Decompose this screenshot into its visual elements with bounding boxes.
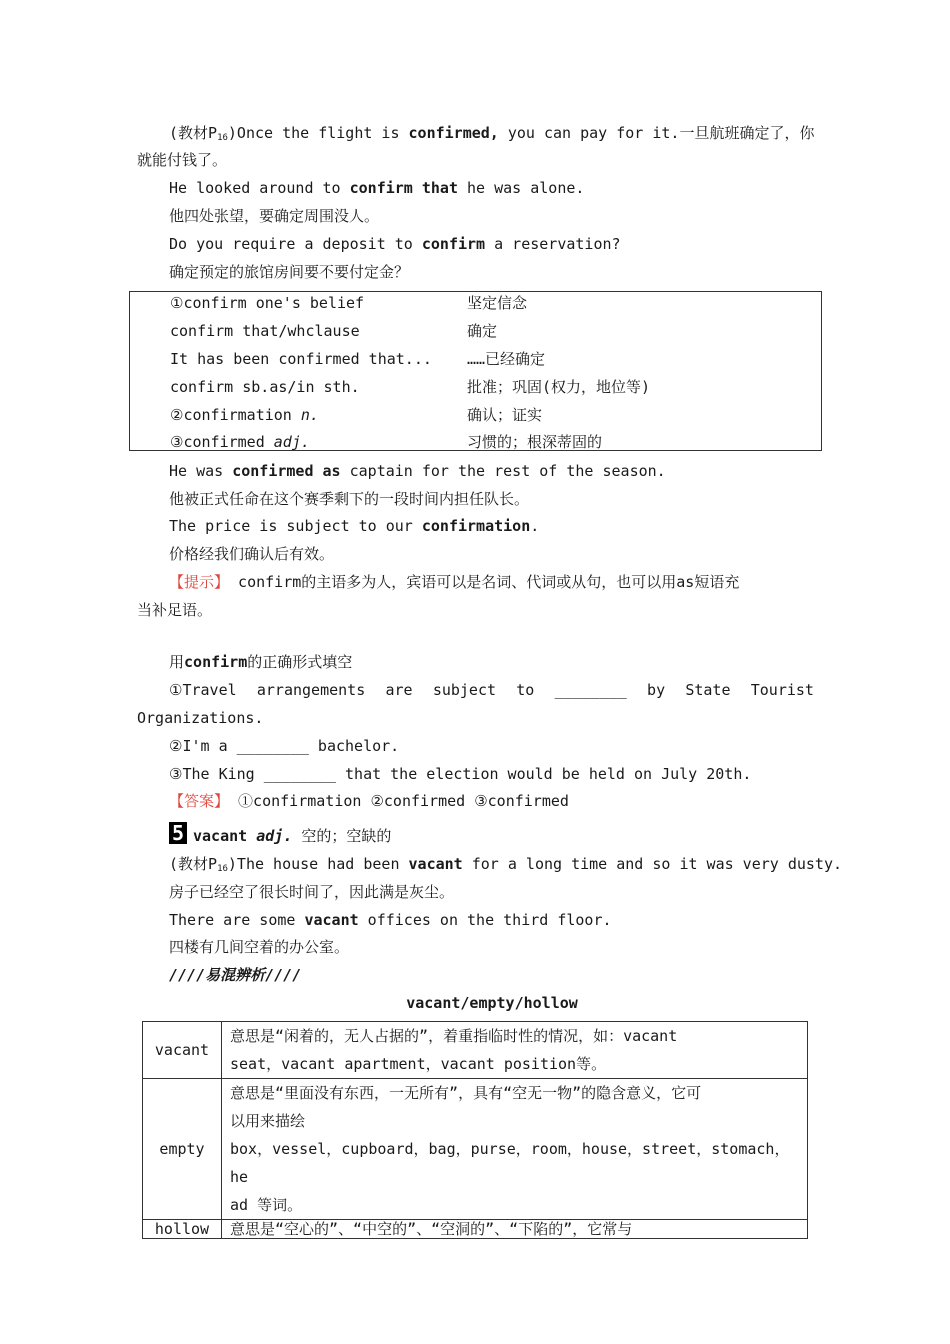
example-text: )Once the flight is [227,124,409,142]
example-sentence [169,234,621,254]
tip-label: 【提示】 [169,573,230,591]
example-translation: 价格经我们确认后有效。 [169,545,335,563]
q1-word: by [647,681,666,699]
exercise-question-1 [169,680,814,700]
description-cell [222,1220,808,1239]
q1-word: are [385,681,413,699]
word-cell: hollow [143,1220,222,1239]
keyword: vacant [408,855,463,873]
q1-word: ①Travel [169,681,237,699]
description-cell [222,1079,808,1220]
keyword: confirm [421,235,486,253]
part-of-speech: adj. [256,827,293,845]
example-translation: 他被正式任命在这个赛季剩下的一段时间内担任队长。 [169,490,530,508]
example-text: The price is subject to our [169,517,422,535]
exercise-question-1-continuation: Organizations. [137,709,264,727]
comparison-table [142,1021,808,1239]
example-text: Do you require a deposit to [169,235,422,253]
phrase [170,405,319,425]
example-translation: 房子已经空了很长时间了，因此满是灰尘。 [169,883,455,901]
phrase-meaning: ……已经确定 [467,350,546,368]
phrase [170,432,310,452]
description-line: box，vessel，cupboard，bag，purse，room，house，street，stomach，he [230,1140,790,1186]
textbook-ref: (教材P [169,124,218,142]
phrase-meaning: 批准；巩固(权力，地位等) [467,378,651,396]
q1-word: State [685,681,731,699]
table-title: vacant/empty/hollow [406,994,578,1012]
answer-line [169,791,569,811]
headword-meaning: 空的；空缺的 [292,827,392,845]
textbook-page: 16 [217,133,228,143]
example-text: for a long time and so it was very dusty. [462,855,843,873]
word-cell: empty [143,1079,222,1220]
tip-continuation: 当补足语。 [137,601,213,619]
example-text: he was alone. [458,179,585,197]
phrase: confirm sb.as/in sth. [170,378,360,396]
instruction-text: 用 [169,653,185,671]
tip-line [169,572,739,592]
phrase-box [129,291,822,451]
description-line: 以用来描绘 [230,1112,306,1130]
instruction-text: 的正确形式填空 [247,653,353,671]
example-sentence [169,516,539,536]
example-text: There are some [169,911,305,929]
phrase: It has been confirmed that... [170,350,432,368]
headword-line [193,826,391,846]
description-line: 意思是“空心的”、“中空的”、“空洞的”、“下陷的”，它常与 [230,1220,633,1238]
exercise-question-2: ②I'm a ________ bachelor. [169,737,400,755]
textbook-example-line [169,854,842,879]
part-of-speech: adj. [273,433,310,451]
textbook-example-line [169,123,814,148]
keyword: vacant [304,911,359,929]
example-translation: 他四处张望，要确定周围没人。 [169,207,380,225]
phrase-text: ③confirmed [170,433,274,451]
answer-label: 【答案】 [169,792,230,810]
q1-word: arrangements [256,681,366,699]
q1-word: subject [432,681,497,699]
example-text: )The house had been [227,855,409,873]
keyword: confirmed as [232,462,341,480]
phrase: ①confirm one's belief [170,294,365,312]
phrase-text: ②confirmation [170,406,301,424]
example-translation: 确定预定的旅馆房间要不要付定金？ [169,263,410,281]
example-sentence [169,178,584,198]
confusion-heading: ////易混辨析//// [169,966,302,984]
example-text: you can pay for it.一旦航班确定了，你 [498,124,815,142]
keyword: confirmed, [408,124,499,142]
example-sentence [169,461,666,481]
example-translation: 四楼有几间空着的办公室。 [169,938,350,956]
example-text: captain for the rest of the season. [340,462,666,480]
description-line: ad 等词。 [230,1196,303,1214]
textbook-ref: (教材P [169,855,218,873]
example-text: . [530,517,540,535]
description-line: 意思是“里面没有东西，一无所有”，具有“空无一物”的隐含意义，它可 [230,1084,702,1102]
tip-text: confirm的主语多为人，宾语可以是名词、代词或从句，也可以用as短语充 [229,573,740,591]
table-row [143,1220,808,1239]
keyword: confirmation [421,517,531,535]
headword: vacant [193,827,248,845]
part-of-speech: n. [300,406,319,424]
example-text: a reservation? [485,235,621,253]
example-text: He was [169,462,233,480]
table-row [143,1022,808,1079]
keyword: confirm that [349,179,458,197]
q1-word: to [516,681,535,699]
phrase-meaning: 习惯的；根深蒂固的 [467,433,603,451]
example-text: offices on the third floor. [358,911,612,929]
phrase-meaning: 坚定信念 [467,294,528,312]
description-line: 意思是“闲着的，无人占据的”，着重指临时性的情况，如：vacant [230,1027,678,1045]
item-number-badge: 5 [169,822,187,844]
exercise-instruction [169,652,352,672]
description-line: seat，vacant apartment，vacant position等。 [230,1055,607,1073]
example-sentence [169,910,612,930]
keyword: confirm [184,653,248,671]
answer-blank: ________ [554,681,627,699]
phrase: confirm that/whclause [170,322,360,340]
q1-word: Tourist [750,681,814,699]
textbook-example-continuation: 就能付钱了。 [137,151,228,169]
textbook-page: 16 [217,864,228,874]
table-row [143,1079,808,1220]
word-cell: vacant [143,1022,222,1079]
answer-text: ①confirmation ②confirmed ③confirmed [229,792,569,810]
exercise-question-3: ③The King ________ that the election would be held on July 20th. [169,765,752,783]
phrase-meaning: 确认；证实 [467,406,543,424]
phrase-meaning: 确定 [467,322,498,340]
description-cell [222,1022,808,1079]
example-text: He looked around to [169,179,350,197]
